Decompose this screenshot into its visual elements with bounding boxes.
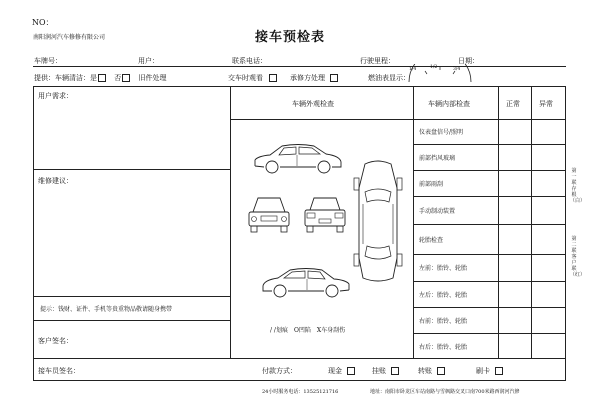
service-hotline: 24小时服务电话：13525121716 <box>262 389 339 395</box>
bottom-row-divider <box>33 358 566 359</box>
cleaning-no-checkbox[interactable] <box>122 74 130 82</box>
interior-item-windshield: 前部挡风玻璃 <box>419 155 456 162</box>
copy-note-first: 第一联存根（白） <box>570 168 586 204</box>
page-title: 接车预检表 <box>255 30 326 45</box>
old-parts-label: 旧件处理 <box>138 74 167 82</box>
suggestion-label[interactable]: 维修建议： <box>38 177 73 185</box>
mileage-field[interactable]: 行驶里程： <box>360 57 395 65</box>
view-at-delivery-label: 交车时观看 <box>228 74 263 82</box>
phone-field[interactable]: 联系电话： <box>232 57 267 65</box>
cleaning-no-label: 否 <box>114 74 122 82</box>
payment-card-checkbox[interactable] <box>495 367 503 375</box>
interior-row-line <box>413 170 566 171</box>
company-name: 南阳润河汽车修修有限公司 <box>33 34 106 41</box>
interior-item-left-rear: 左后：胎铃、轮胎 <box>419 292 468 299</box>
valuables-notice: 提示：钱财、证件、手机等贵重物品敬请随身携带 <box>40 306 173 313</box>
repair-handling-label: 承修方处理 <box>290 74 325 82</box>
fuel-mark-quarter: 1/4 <box>409 67 417 72</box>
interior-row-line <box>413 224 566 225</box>
interior-item-wiper: 前部雨刮 <box>419 181 444 188</box>
interior-row-line <box>413 281 566 282</box>
view-at-delivery-checkbox[interactable] <box>269 74 277 82</box>
payment-cash-label: 现金 <box>328 367 342 375</box>
exterior-header-divider <box>230 119 413 120</box>
plate-number-field[interactable]: 车牌号： <box>34 57 62 65</box>
provide-row <box>34 73 166 83</box>
cleaning-yes-checkbox[interactable] <box>98 74 106 82</box>
receiver-signature-field[interactable]: 接车员签名： <box>38 367 80 375</box>
user-request-divider <box>33 169 230 170</box>
interior-check-title: 车辆内部检查 <box>428 100 470 108</box>
interior-row-line <box>413 254 566 255</box>
suggestion-divider <box>33 296 230 297</box>
interior-item-handbrake: 手动制动装置 <box>419 208 456 215</box>
interior-item-dashboard: 仪表盘信号/照明 <box>419 129 464 136</box>
interior-row-line <box>413 307 566 308</box>
interior-row-line <box>413 119 566 120</box>
user-request-label[interactable]: 用户需求： <box>38 92 73 100</box>
interior-item-right-rear: 右后：胎铃、轮胎 <box>419 344 468 351</box>
car-side-view-left-icon[interactable] <box>258 262 352 302</box>
abnormal-column-header: 异常 <box>539 100 553 108</box>
fuel-mark-half: 1/2 <box>430 65 438 70</box>
interior-item-right-front: 右前：胎铃、轮胎 <box>419 318 468 325</box>
interior-item-left-front: 左前：胎铃、轮胎 <box>419 265 468 272</box>
car-front-view-icon[interactable] <box>246 192 292 238</box>
normal-column-header: 正常 <box>506 100 520 108</box>
copy-note-second: 第二联客户联（红） <box>570 236 586 278</box>
interior-row-line <box>413 196 566 197</box>
exterior-check-title: 车辆外观检查 <box>292 100 334 108</box>
payment-transfer-checkbox[interactable] <box>437 367 445 375</box>
inspection-table <box>33 86 566 381</box>
damage-legend: / /划痕 O凹陷 X车身刮伤 <box>270 327 346 334</box>
normal-col-divider <box>498 86 499 358</box>
payment-cash-checkbox[interactable] <box>347 367 355 375</box>
car-side-view-right-icon[interactable] <box>252 138 344 178</box>
date-field[interactable]: 日期： <box>458 57 479 65</box>
payment-method-label: 付款方式： <box>262 367 297 375</box>
abnormal-col-divider <box>531 86 532 358</box>
form-number-label: NO： <box>32 18 54 27</box>
cleaning-yes-label: 提供：车辆清洁：是 <box>34 74 97 82</box>
interior-divider <box>413 86 414 358</box>
left-panel-divider <box>230 86 231 358</box>
interior-item-tire-check: 轮胎检查 <box>419 237 444 244</box>
notice-divider <box>33 320 230 321</box>
car-rear-view-icon[interactable] <box>302 192 348 238</box>
interior-row-line <box>413 144 566 145</box>
interior-row-line <box>413 333 566 334</box>
payment-transfer-label: 转账 <box>418 367 432 375</box>
customer-signature-field[interactable]: 客户签名： <box>38 337 73 345</box>
fuel-gauge-label: 燃油表显示： <box>368 74 410 82</box>
fuel-mark-three-quarter: 3/4 <box>453 67 461 72</box>
payment-credit-label: 挂账 <box>372 367 386 375</box>
info-underline <box>33 66 566 67</box>
owner-field[interactable]: 用户： <box>138 57 159 65</box>
payment-card-label: 刷卡 <box>476 367 490 375</box>
repair-handling-checkbox[interactable] <box>330 74 338 82</box>
shop-address: 地址：南阳市卧龙区车站南路与雪枫路交叉口南700米路西润河汽修 <box>370 389 520 395</box>
payment-credit-checkbox[interactable] <box>391 367 399 375</box>
car-top-view-icon[interactable] <box>353 158 403 284</box>
